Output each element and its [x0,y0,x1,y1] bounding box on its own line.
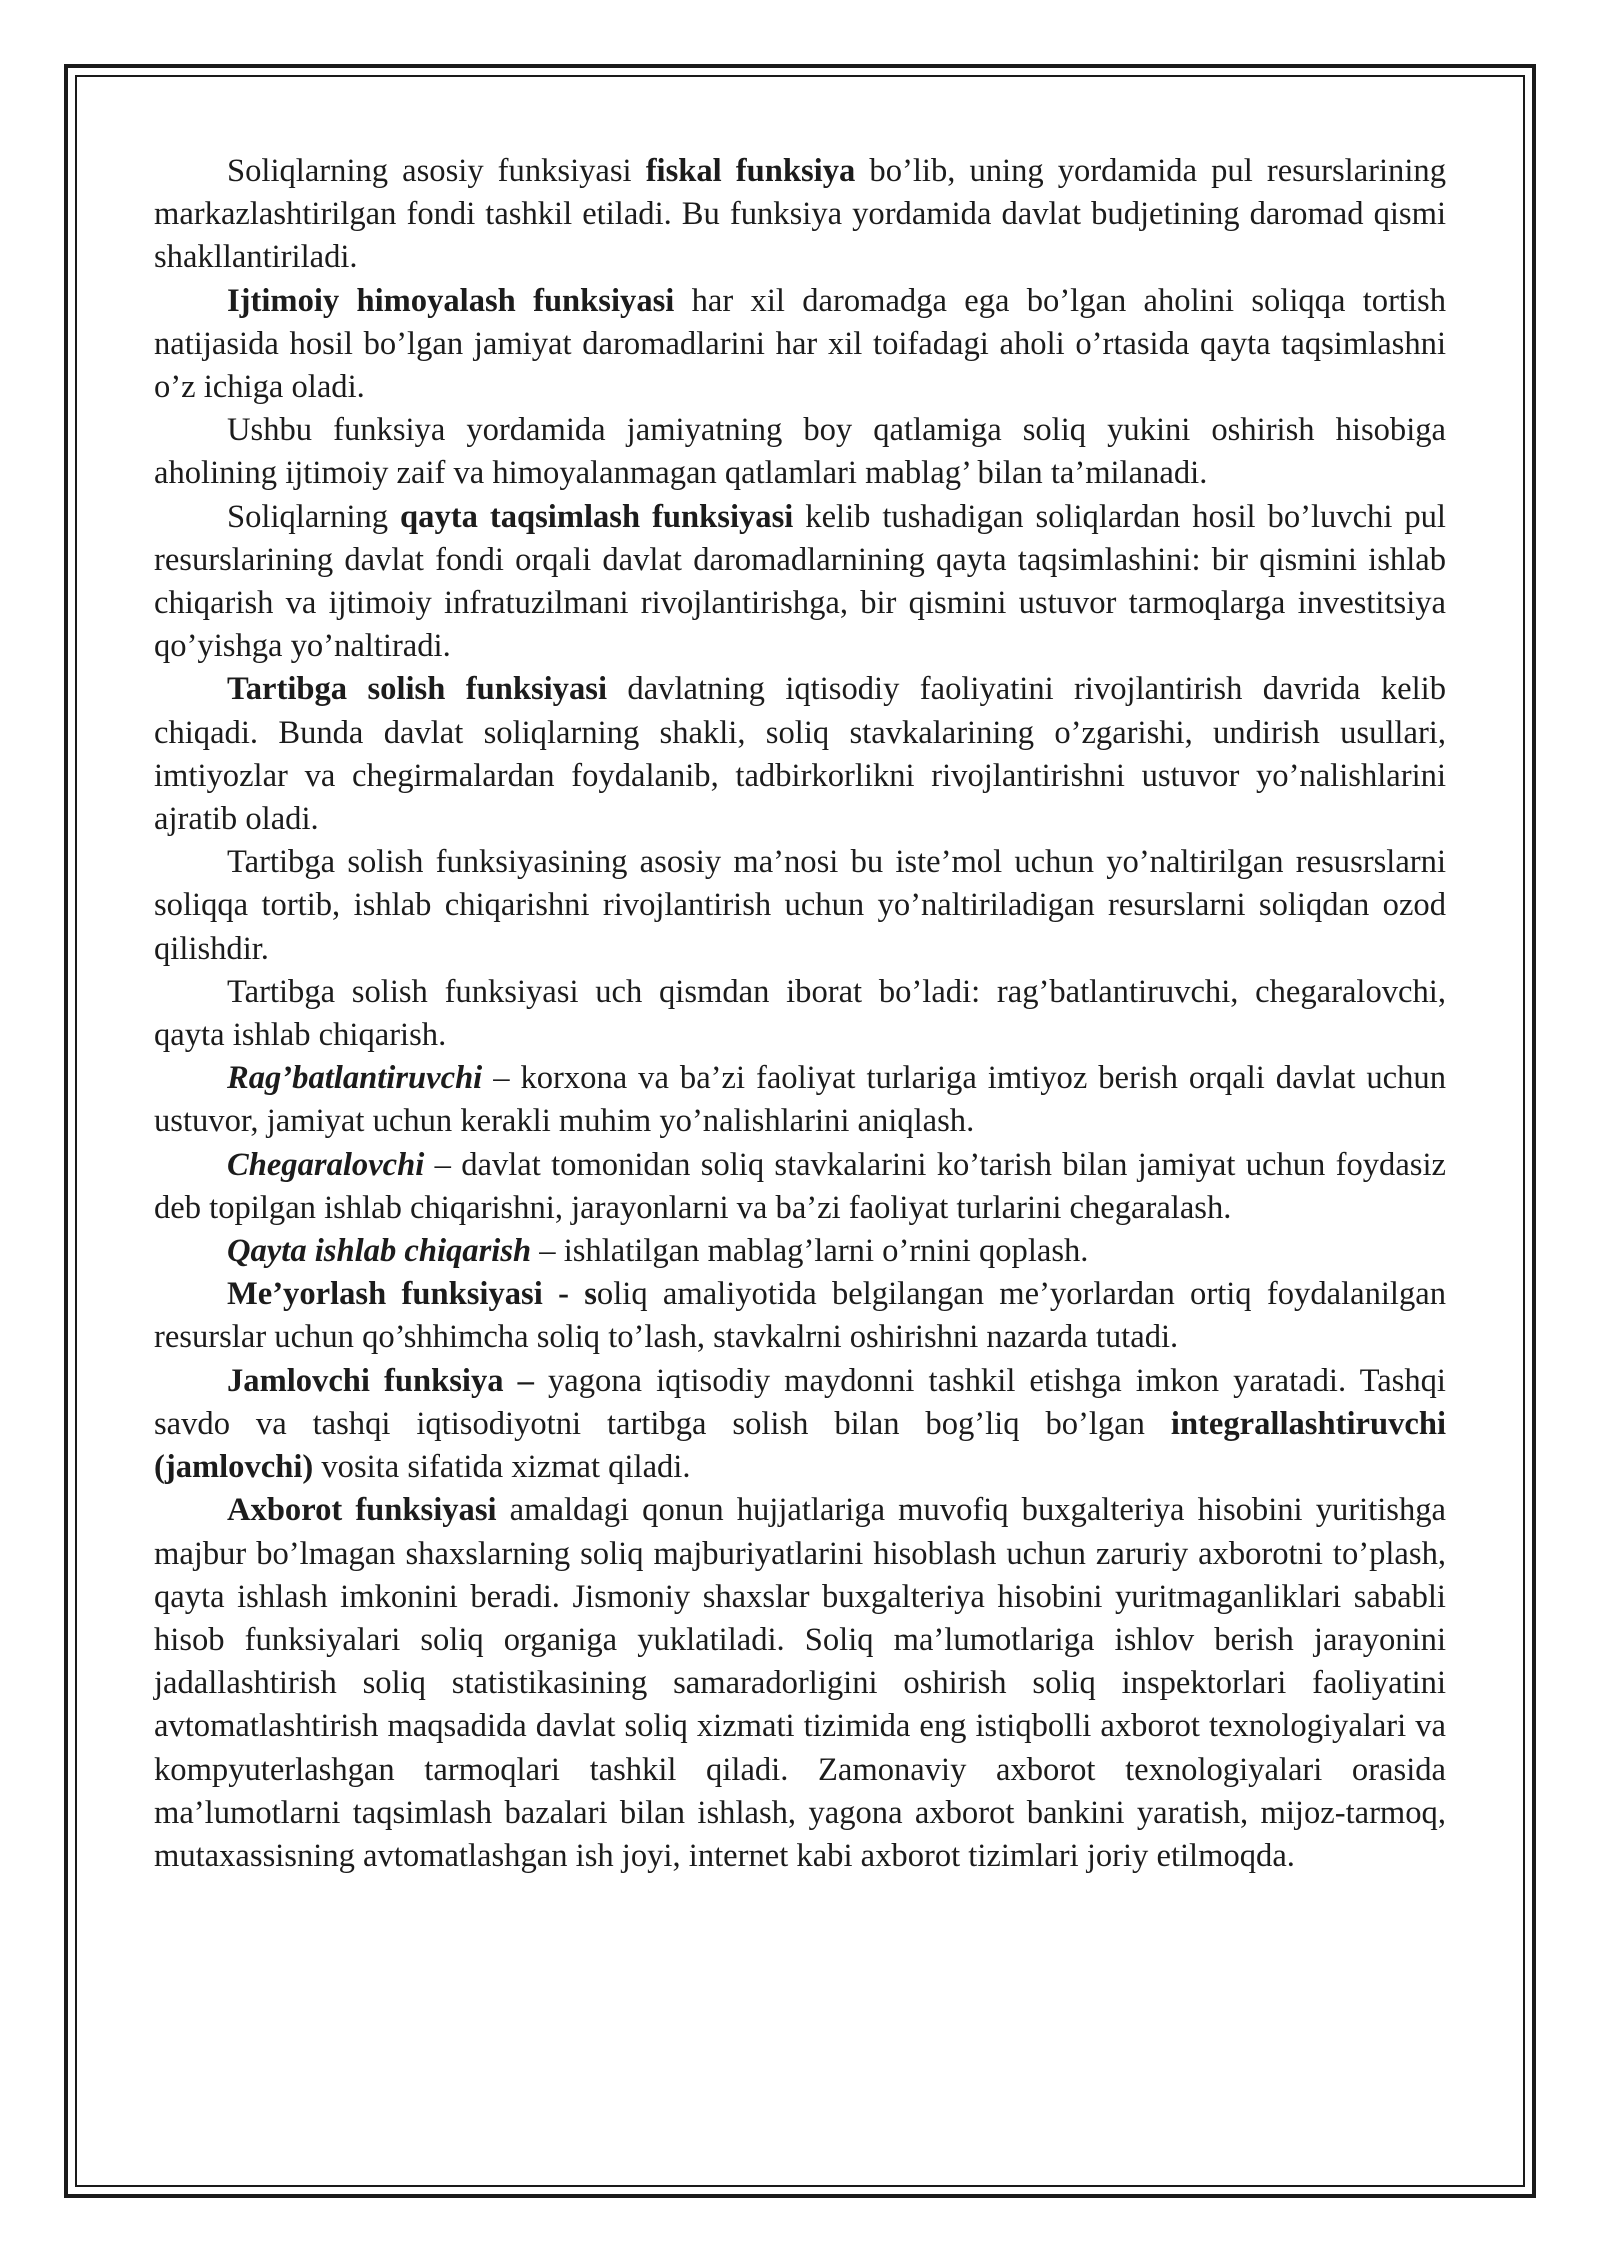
term-norming-function: Me’yorlash funksiyasi - s [227,1276,597,1313]
term-integrating: integrallashtiruvchi (jamlovchi) [154,1405,1446,1486]
paragraph-text: – ishlatilgan mablag’larni o’rnini qoplash. [531,1233,1089,1270]
paragraph-text: kelib tushadigan soliqlardan hosil bo’luvchi pul resurslarining davlat fondi orqali davlat daromadlarnining qayta taqsimlashini: bir qismini ishlab chiqarish va ijtimoiy infratuzilmani rivojlantirishga, bir qismini ustuvor tarmoqlarga investitsiya qo’yishga yo’naltiradi. [154,498,1446,665]
paragraph-limiting [154,1144,1446,1230]
term-regulation-function: Tartibga solish funksiyasi [227,671,607,708]
paragraph-text: Soliqlarning asosiy funksiyasi [227,153,646,189]
paragraph-information [154,1489,1446,1878]
term-stimulating: Rag’batlantiruvchi [227,1060,483,1097]
paragraph-text: yagona iqtisodiy maydonni tashkil etishga imkon yaratadi. Tashqi savdo va tashqi iqtisodiyotni tartibga solish bilan bog’liq bo’lgan [154,1362,1446,1442]
document-body [154,150,1446,1878]
paragraph-text: har xil daromadga ega bo’lgan aholini soliqqa tortish natijasida hosil bo’lgan jamiyat daromadlarini har xil toifadagi aholi o’rtasida qayta taqsimlashni o’z ichiga oladi. [154,282,1446,406]
paragraph-social-protection [154,280,1446,410]
term-redistribution-function: qayta taqsimlash funksiyasi [400,498,794,535]
paragraph-regulation [154,668,1446,841]
paragraph-text: oliq amaliyotida belgilangan me’yorlardan ortiq foydalanilgan resurslar uchun qo’shhimcha soliq to’lash, stavkalrni oshirishni nazarda tutadi. [154,1276,1447,1356]
paragraph-text: Ushbu funksiya yordamida jamiyatning boy qatlamiga soliq yukini oshirish hisobiga aholining ijtimoiy zaif va himoyalanmagan qatlamlari mablag’ bilan ta’milanadi. [154,412,1446,492]
paragraph-text: Tartibga solish funksiyasi uch qismdan iborat bo’ladi: rag’batlantiruvchi, chegaralovchi, qayta ishlab chiqarish. [154,973,1446,1054]
paragraph-text: vosita sifatida xizmat qiladi. [313,1449,691,1486]
paragraph-text: – davlat tomonidan soliq stavkalarini ko’tarish bilan jamiyat uchun foydasiz deb topilgan ishlab chiqarishni, jarayonlarni va ba’zi faoliyat turlarini chegaralash. [154,1146,1446,1226]
paragraph-fiscal [154,150,1446,280]
paragraph-text: bo’lib, uning yordamida pul resurslarining markazlashtirilgan fondi tashkil etiladi. Bu funksiya yordamida davlat budjetining daromad qismi shakllantiriladi. [154,153,1446,276]
term-fiscal-function: fiskal funksiya [645,153,856,189]
paragraph-accumulating [154,1360,1446,1490]
term-social-protection-function: Ijtimoiy himoyalash funksiyasi [227,282,675,319]
term-accumulating-function: Jamlovchi funksiya – [227,1362,534,1399]
term-information-function: Axborot funksiyasi [227,1492,497,1529]
paragraph-text: davlatning iqtisodiy faoliyatini rivojlantirish davrida kelib chiqadi. Bunda davlat soliqlarning shakli, soliq stavkalarining o’zgarishi, undirish usullari, imtiyozlar va chegirmalardan foydalanib, tadbirkorlikni rivojlantirishni ustuvor yo’nalishlarini ajratib oladi. [154,671,1446,838]
term-reproduction: Qayta ishlab chiqarish [227,1233,532,1270]
paragraph-regulation-meaning [154,841,1446,971]
term-limiting: Chegaralovchi [227,1146,425,1183]
paragraph-text: – korxona va ba’zi faoliyat turlariga imtiyoz berish orqali davlat uchun ustuvor, jamiyat uchun kerakli muhim yo’nalishlarini aniqlash. [154,1060,1446,1140]
paragraph-redistribution [154,496,1446,669]
paragraph-social-burden [154,409,1446,495]
paragraph-stimulating [154,1057,1446,1143]
paragraph-regulation-parts [154,971,1446,1057]
paragraph-text: Soliqlarning [227,498,401,535]
paragraph-text: Tartibga solish funksiyasining asosiy ma’nosi bu iste’mol uchun yo’naltirilgan resusrslarni soliqqa tortib, ishlab chiqarishni rivojlantirish uchun yo’naltiriladigan resurslarni soliqdan ozod qilishdir. [154,844,1446,967]
paragraph-norming [154,1273,1446,1359]
paragraph-text: amaldagi qonun hujjatlariga muvofiq buxgalteriya hisobini yuritishga majbur bo’lmagan shaxslarning soliq majburiyatlarini hisoblash uchun zaruriy axborotni to’plash, qayta ishlash imkonini beradi. Jismoniy shaxslar buxgalteriya hisobini yuritmaganliklari sababli hisob funksiyalari soliq organiga yuklatiladi. Soliq ma’lumotlariga ishlov berish jarayonini jadallashtirish soliq statistikasining samaradorligini oshirish soliq inspektorlari faoliyatini avtomatlashtirish maqsadida davlat soliq xizmati tizimida eng istiqbolli axborot texnologiyalari va kompyuterlashgan tarmoqlari tashkil qiladi. Zamonaviy axborot texnologiyalari orasida ma’lumotlarni taqsimlash bazalari bilan ishlash, yagona axborot bankini yaratish, mijoz-tarmoq, mutaxassisning avtomatlashgan ish joyi, internet kabi axborot tizimlari joriy etilmoqda. [154,1492,1446,1874]
paragraph-reproduction [154,1230,1446,1273]
